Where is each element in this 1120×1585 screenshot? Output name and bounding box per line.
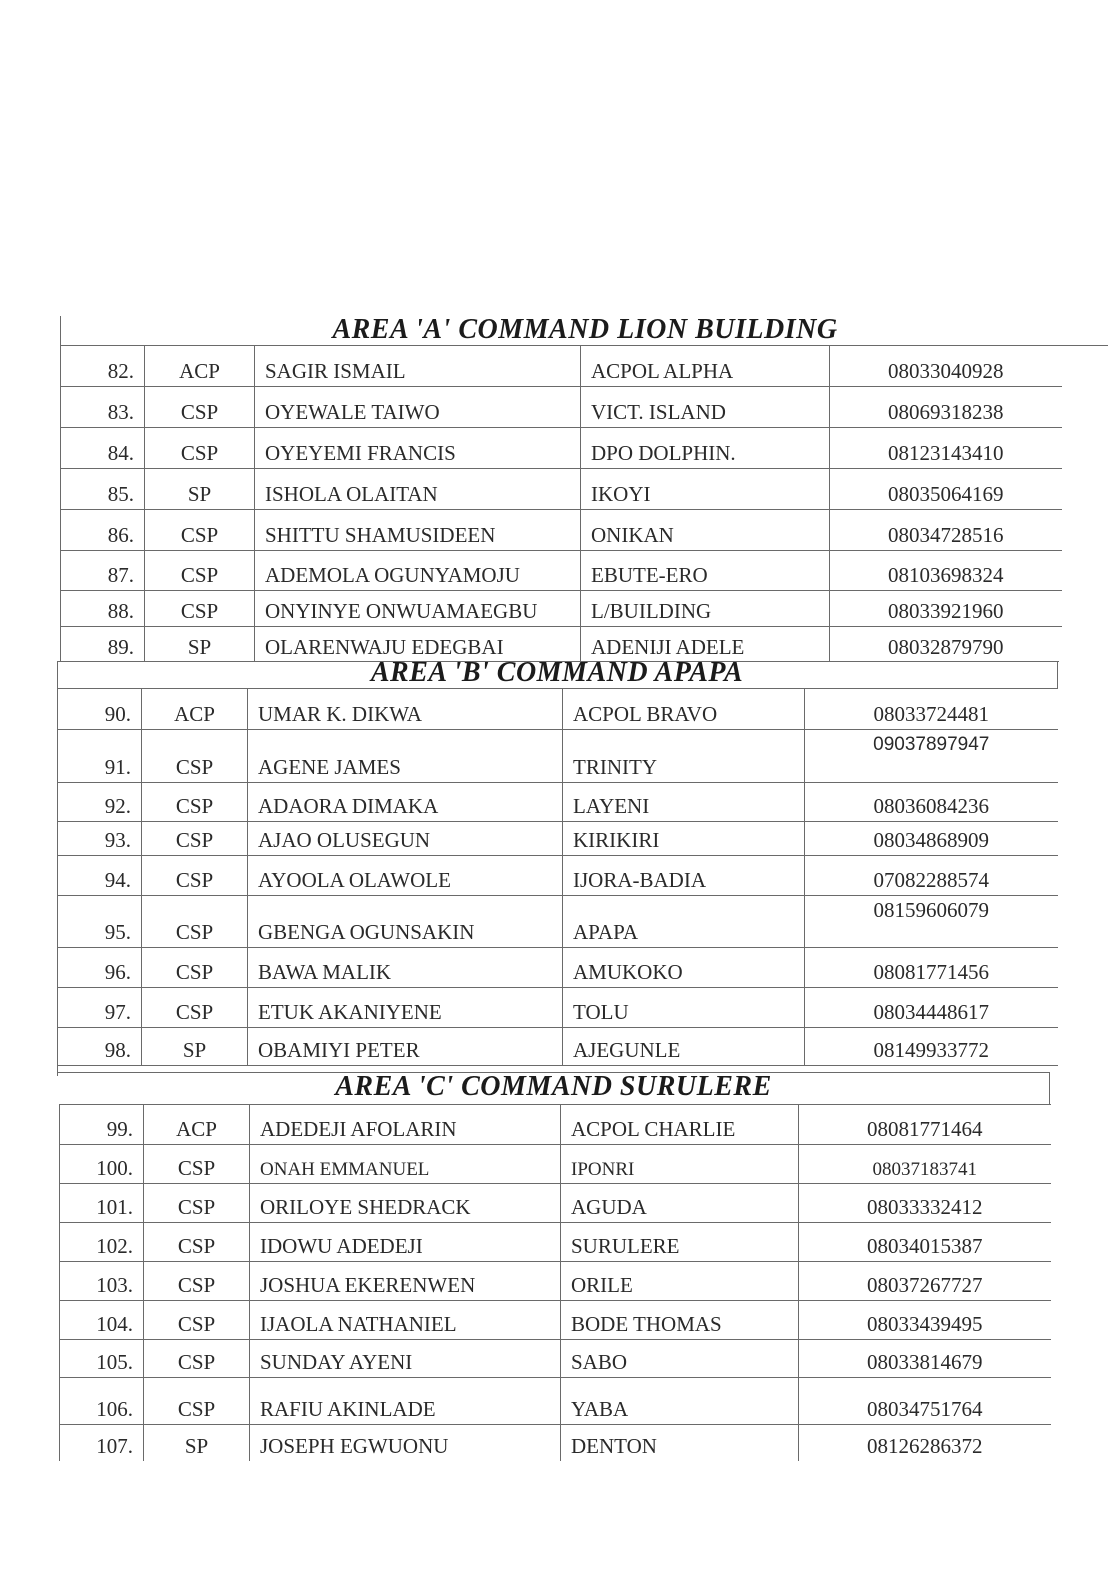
row-number: 104. — [60, 1301, 144, 1340]
phone-cell: 07082288574 — [805, 855, 1058, 895]
table-row — [61, 509, 1062, 550]
phone-cell: 08037267727 — [799, 1262, 1051, 1301]
name-cell: AJAO OLUSEGUN — [248, 821, 563, 855]
rank-cell: ACP — [145, 346, 255, 386]
posting-cell: DPO DOLPHIN. — [581, 427, 830, 468]
phone-cell: 08126286372 — [867, 1433, 983, 1458]
posting-cell: ADENIJI ADELE — [581, 626, 830, 662]
table-row — [58, 821, 1058, 855]
rank-cell: CSP — [142, 895, 248, 947]
row-number: 86. — [61, 509, 145, 550]
posting-cell: EBUTE-ERO — [581, 550, 830, 590]
row-number: 94. — [58, 855, 142, 895]
row-number: 99. — [60, 1105, 144, 1145]
posting-cell: SURULERE — [561, 1223, 799, 1262]
phone-cell: 08123143410 — [830, 427, 1062, 468]
table-row — [60, 1105, 1051, 1145]
row-number: 92. — [58, 782, 142, 821]
rank-cell: CSP — [145, 427, 255, 468]
posting-cell: L/BUILDING — [581, 590, 830, 626]
table-row — [61, 468, 1062, 509]
rank-cell: CSP — [144, 1340, 250, 1378]
table-row — [60, 1378, 1051, 1425]
row-number: 95. — [58, 895, 142, 947]
posting-cell: LAYENI — [563, 782, 805, 821]
phone-cell: 08034868909 — [805, 821, 1058, 855]
posting-cell: TOLU — [563, 987, 805, 1027]
table-row — [58, 729, 1058, 782]
phone-cell: 08081771456 — [805, 947, 1058, 987]
name-cell: SAGIR ISMAIL — [255, 346, 581, 386]
rank-cell: CSP — [144, 1145, 250, 1184]
rank-cell: CSP — [144, 1223, 250, 1262]
section-c-title: AREA 'C' COMMAND SURULERE — [335, 1071, 772, 1102]
name-cell: ORILOYE SHEDRACK — [250, 1184, 561, 1223]
rank-cell: CSP — [145, 590, 255, 626]
phone-cell: 08069318238 — [830, 386, 1062, 427]
posting-cell: APAPA — [563, 895, 805, 947]
table-row — [58, 947, 1058, 987]
row-number: 107. — [60, 1425, 144, 1461]
row-number: 100. — [60, 1145, 144, 1184]
table-row — [58, 855, 1058, 895]
table-row — [60, 1340, 1051, 1378]
row-number: 98. — [58, 1027, 142, 1065]
table-row — [61, 550, 1062, 590]
phone-cell: 08037183741 — [799, 1145, 1051, 1184]
phone-cell: 08159606079 — [805, 895, 1058, 947]
phone-cell: 08033724481 — [805, 689, 1058, 729]
name-cell: GBENGA OGUNSAKIN — [248, 895, 563, 947]
table-row — [60, 1262, 1051, 1301]
phone-cell: 08033040928 — [830, 346, 1062, 386]
name-cell: IDOWU ADEDEJI — [250, 1223, 561, 1262]
phone-cell: 08034448617 — [805, 987, 1058, 1027]
posting-cell: KIRIKIRI — [563, 821, 805, 855]
rank-cell: SP — [145, 626, 255, 662]
table-row — [58, 987, 1058, 1027]
row-number: 84. — [61, 427, 145, 468]
name-cell: AGENE JAMES — [248, 729, 563, 782]
name-cell: ADEMOLA OGUNYAMOJU — [255, 550, 581, 590]
rank-cell: CSP — [144, 1262, 250, 1301]
name-cell: SUNDAY AYENI — [250, 1340, 561, 1378]
table-row — [61, 427, 1062, 468]
table-row — [61, 386, 1062, 427]
row-number: 82. — [61, 346, 145, 386]
section-a-title: AREA 'A' COMMAND LION BUILDING — [332, 314, 838, 345]
name-cell: JOSHUA EKERENWEN — [250, 1262, 561, 1301]
row-number: 96. — [58, 947, 142, 987]
name-cell: ONAH EMMANUEL — [250, 1145, 561, 1184]
rank-cell: CSP — [145, 386, 255, 427]
row-number: 91. — [58, 729, 142, 782]
name-cell: OYEYEMI FRANCIS — [255, 427, 581, 468]
table-row — [61, 590, 1062, 626]
phone-cell: 09037897947 — [805, 729, 1058, 782]
section-a-table — [60, 346, 1062, 662]
name-cell: AYOOLA OLAWOLE — [248, 855, 563, 895]
name-cell: IJAOLA NATHANIEL — [250, 1301, 561, 1340]
posting-cell: ACPOL ALPHA — [581, 346, 830, 386]
name-cell: JOSEPH EGWUONU — [250, 1425, 561, 1461]
rank-cell: CSP — [142, 855, 248, 895]
rank-cell: CSP — [142, 729, 248, 782]
posting-cell: IPONRI — [561, 1145, 799, 1184]
rank-cell: CSP — [145, 550, 255, 590]
row-number: 89. — [61, 626, 145, 662]
row-number: 85. — [61, 468, 145, 509]
rank-cell: ACP — [144, 1105, 250, 1145]
name-cell: ETUK AKANIYENE — [248, 987, 563, 1027]
section-b-title: AREA 'B' COMMAND APAPA — [370, 657, 744, 688]
rank-cell: CSP — [142, 821, 248, 855]
name-cell: RAFIU AKINLADE — [250, 1378, 561, 1425]
phone-cell: 08035064169 — [830, 468, 1062, 509]
rank-cell: CSP — [145, 509, 255, 550]
table-row — [60, 1184, 1051, 1223]
phone-cell: 08103698324 — [830, 550, 1062, 590]
table-row — [61, 346, 1062, 386]
section-c-table — [59, 1104, 1051, 1461]
row-number: 83. — [61, 386, 145, 427]
row-number: 87. — [61, 550, 145, 590]
posting-cell: TRINITY — [563, 729, 805, 782]
posting-cell: BODE THOMAS — [561, 1301, 799, 1340]
phone-cell: 08081771464 — [799, 1105, 1051, 1145]
phone-cell: 08033814679 — [799, 1340, 1051, 1378]
phone-cell: 08033332412 — [799, 1184, 1051, 1223]
posting-cell: ORILE — [561, 1262, 799, 1301]
posting-cell: IKOYI — [581, 468, 830, 509]
name-cell: ONYINYE ONWUAMAEGBU — [255, 590, 581, 626]
phone-cell: 08033439495 — [799, 1301, 1051, 1340]
table-row — [60, 1223, 1051, 1262]
name-cell: OYEWALE TAIWO — [255, 386, 581, 427]
posting-cell: YABA — [561, 1378, 799, 1425]
row-number: 106. — [60, 1378, 144, 1425]
posting-cell: ONIKAN — [581, 509, 830, 550]
rank-cell: CSP — [144, 1184, 250, 1223]
phone-cell: 08034751764 — [799, 1378, 1051, 1425]
row-number: 103. — [60, 1262, 144, 1301]
name-cell: ISHOLA OLAITAN — [255, 468, 581, 509]
name-cell: OBAMIYI PETER — [248, 1027, 563, 1065]
table-row — [58, 782, 1058, 821]
row-number: 101. — [60, 1184, 144, 1223]
name-cell: BAWA MALIK — [248, 947, 563, 987]
posting-cell: ACPOL CHARLIE — [561, 1105, 799, 1145]
phone-cell: 08032879790 — [888, 635, 1004, 659]
rank-cell: CSP — [144, 1301, 250, 1340]
posting-cell: AMUKOKO — [563, 947, 805, 987]
rank-cell: CSP — [142, 947, 248, 987]
row-number: 88. — [61, 590, 145, 626]
row-number: 93. — [58, 821, 142, 855]
posting-cell: ACPOL BRAVO — [563, 689, 805, 729]
row-number: 90. — [58, 689, 142, 729]
rank-cell: SP — [144, 1425, 250, 1461]
phone-cell: 08034015387 — [799, 1223, 1051, 1262]
rank-cell: SP — [145, 468, 255, 509]
posting-cell: AJEGUNLE — [563, 1027, 805, 1065]
posting-cell: DENTON — [561, 1425, 799, 1461]
name-cell: UMAR K. DIKWA — [248, 689, 563, 729]
rank-cell: CSP — [142, 987, 248, 1027]
table-row — [58, 895, 1058, 947]
phone-cell: 08149933772 — [805, 1027, 1058, 1065]
section-b-table — [57, 689, 1058, 1066]
name-cell: ADEDEJI AFOLARIN — [250, 1105, 561, 1145]
phone-cell: 08036084236 — [805, 782, 1058, 821]
posting-cell: IJORA-BADIA — [563, 855, 805, 895]
row-number: 102. — [60, 1223, 144, 1262]
phone-cell: 08033921960 — [830, 590, 1062, 626]
name-cell: SHITTU SHAMUSIDEEN — [255, 509, 581, 550]
row-number: 97. — [58, 987, 142, 1027]
table-row — [60, 1301, 1051, 1340]
posting-cell: AGUDA — [561, 1184, 799, 1223]
rank-cell: CSP — [144, 1378, 250, 1425]
name-cell: ADAORA DIMAKA — [248, 782, 563, 821]
table-row — [58, 689, 1058, 729]
table-row — [60, 1145, 1051, 1184]
name-cell: OLARENWAJU EDEGBAI — [255, 626, 581, 662]
table-row — [60, 1425, 1051, 1461]
rank-cell: CSP — [142, 782, 248, 821]
rank-cell: ACP — [142, 689, 248, 729]
row-number: 105. — [60, 1340, 144, 1378]
rank-cell: SP — [142, 1027, 248, 1065]
table-row — [58, 1027, 1058, 1065]
phone-cell: 08034728516 — [830, 509, 1062, 550]
posting-cell: VICT. ISLAND — [581, 386, 830, 427]
posting-cell: SABO — [561, 1340, 799, 1378]
